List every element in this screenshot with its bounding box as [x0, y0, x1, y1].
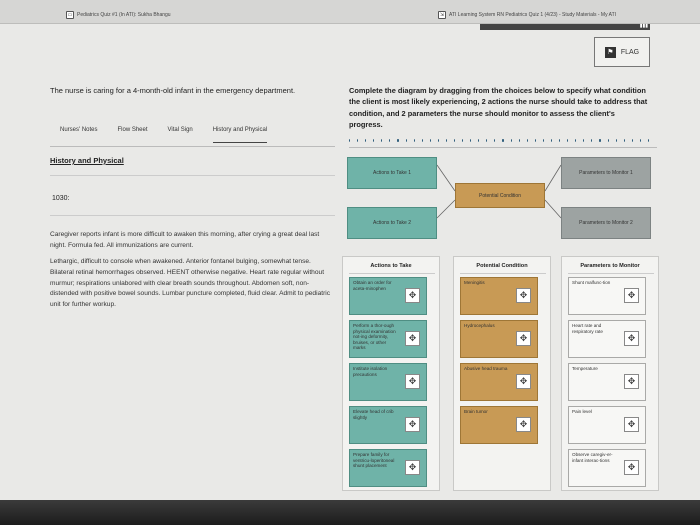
separator-dot	[616, 139, 617, 142]
choice-parameter[interactable]	[568, 449, 646, 487]
move-arrows-icon[interactable]: ✥	[405, 374, 420, 389]
choice-text: Perform a thor-ough physical examination not-ing deformity, bruises, or other marks	[353, 323, 396, 351]
dropzone-parameter-2[interactable]: Parameters to Monitor 2	[561, 207, 651, 239]
dropzone-action-1[interactable]: Actions to Take 1	[347, 157, 437, 189]
separator-dot	[454, 139, 455, 142]
separator-dot	[567, 139, 568, 142]
column-parameters-header: Parameters to Monitor	[580, 263, 640, 269]
separator-dot	[438, 139, 439, 142]
answer-diagram	[337, 155, 700, 235]
tab-history-and-physical[interactable]: History and Physical	[213, 127, 267, 143]
choice-text: Abusive head trauma	[464, 366, 508, 371]
separator-dot	[422, 139, 423, 142]
choice-action[interactable]	[349, 449, 427, 487]
choice-text: Observe caregiv-er-infant interac-tions	[572, 452, 613, 463]
separator-dot	[511, 139, 512, 142]
dropzone-parameter-1[interactable]: Parameters to Monitor 1	[561, 157, 651, 189]
separator-dot	[462, 139, 463, 142]
title-divider	[50, 175, 335, 176]
separator-dot	[632, 139, 633, 142]
column-parameters-divider	[568, 273, 654, 274]
separator-dot	[486, 139, 487, 142]
separator-dot	[551, 139, 552, 142]
choice-parameter[interactable]	[568, 277, 646, 315]
record-tabs	[60, 127, 287, 143]
separator-dot	[470, 139, 471, 142]
choice-text: Pain level	[572, 409, 592, 414]
history-paragraph-1: Caregiver reports infant is more difficult to awaken this morning, after crying a great deal last night. Formula fed. All immunizations are current.	[50, 231, 320, 249]
move-arrows-icon[interactable]: ✥	[405, 460, 420, 475]
choice-condition[interactable]	[460, 277, 538, 315]
progress-bar	[480, 24, 650, 30]
window-icon: ▭	[67, 12, 73, 18]
question-pane	[337, 70, 700, 500]
note-time: 1030:	[52, 195, 70, 202]
choice-text: Hydrocephalus	[464, 323, 495, 328]
column-conditions-header: Potential Condition	[476, 263, 528, 269]
choice-text: Temperature	[572, 366, 598, 371]
tab-nurses-notes[interactable]: Nurses' Notes	[60, 127, 98, 133]
choice-action[interactable]	[349, 406, 427, 444]
browser-tab-ati-label: ATI Learning System RN Pediatrics Quiz 1 (4/23) - Study Materials - My ATI	[449, 12, 617, 18]
choice-parameter[interactable]	[568, 406, 646, 444]
separator-dot	[608, 139, 609, 142]
choice-action[interactable]	[349, 363, 427, 401]
tabs-divider	[50, 146, 335, 147]
column-actions	[342, 256, 440, 491]
time-divider	[50, 215, 335, 216]
move-arrows-icon[interactable]: ✥	[624, 460, 639, 475]
separator-dot	[357, 139, 358, 142]
separator-dot	[502, 139, 503, 142]
choice-action[interactable]	[349, 277, 427, 315]
separator-dot	[591, 139, 592, 142]
choice-text: Prepare family for ventricu-loperitoneal shunt placement	[353, 452, 395, 469]
dropzone-action-2[interactable]: Actions to Take 2	[347, 207, 437, 239]
darkbar-mark: ▮▮▮	[639, 23, 648, 29]
history-paragraph-2: Lethargic, difficult to console when awakened. Anterior fontanel bulging, somewhat tense. Bilateral retinal hemorrhages observed. HEENT otherwise negative. Heart rate regular without murmur; respirations unlabored with clear breath sounds throughout. Abdomen soft, non-distended with positive bowel sounds. Lumbar puncture completed, fluid clear. Admit to pediatric unit for further workup.	[50, 258, 331, 309]
separator-dot	[373, 139, 374, 142]
flag-button[interactable]	[594, 37, 650, 67]
separator-dot	[527, 139, 528, 142]
flag-label: FLAG	[620, 48, 640, 56]
move-arrows-icon[interactable]: ✥	[405, 417, 420, 432]
separator-dot	[559, 139, 560, 142]
instructions-divider	[349, 147, 657, 148]
choice-action[interactable]	[349, 320, 427, 358]
move-arrows-icon[interactable]: ✥	[624, 288, 639, 303]
column-conditions-divider	[460, 273, 546, 274]
browser-tab-quiz[interactable]	[66, 9, 171, 21]
column-conditions	[453, 256, 551, 491]
choice-text: Obtain an order for aceta-minophen	[353, 280, 392, 291]
section-title: History and Physical	[50, 156, 124, 165]
separator-dot	[349, 139, 350, 142]
monitor-bezel	[0, 500, 700, 525]
case-pane	[0, 70, 335, 500]
tab-icon: ⇲	[439, 12, 445, 18]
separator-dot	[406, 139, 407, 142]
move-arrows-icon[interactable]: ✥	[405, 288, 420, 303]
choice-condition[interactable]	[460, 363, 538, 401]
tab-flow-sheet[interactable]: Flow Sheet	[117, 127, 148, 133]
separator-dot	[624, 139, 625, 142]
question-instructions: Complete the diagram by dragging from the choices below to specify what condition the client is most likely experiencing, 2 actions the nurse should take to address that condition, and 2 parameters the nurse should monitor to assess the client's progress.	[349, 86, 648, 130]
separator-dot	[446, 139, 447, 142]
separator-dot	[599, 139, 600, 142]
move-arrows-icon[interactable]: ✥	[624, 417, 639, 432]
separator-dot	[543, 139, 544, 142]
separator-dot	[389, 139, 390, 142]
move-arrows-icon[interactable]: ✥	[624, 331, 639, 346]
column-actions-divider	[349, 273, 435, 274]
separator-dot	[575, 139, 576, 142]
separator-dot	[414, 139, 415, 142]
browser-tab-ati[interactable]	[438, 9, 616, 21]
browser-tab-bar	[0, 0, 700, 24]
tab-vital-sign[interactable]: Vital Sign	[167, 127, 193, 133]
dropzone-condition[interactable]: Potential Condition	[455, 183, 545, 208]
choice-parameter[interactable]	[568, 363, 646, 401]
move-arrows-icon[interactable]: ✥	[624, 374, 639, 389]
scenario-text: The nurse is caring for a 4-month-old infant in the emergency department.	[50, 86, 296, 95]
separator-dot	[519, 139, 520, 142]
choice-text: Elevate head of crib slightly	[353, 409, 394, 420]
choice-condition[interactable]	[460, 406, 538, 444]
choice-text: Institute isolation precautions	[353, 366, 388, 377]
move-arrows-icon[interactable]: ✥	[516, 417, 531, 432]
separator-dot	[478, 139, 479, 142]
choice-parameter[interactable]	[568, 320, 646, 358]
separator-dot	[640, 139, 641, 142]
choice-condition[interactable]	[460, 320, 538, 358]
separator-dot	[397, 139, 398, 142]
separator-dot	[648, 139, 649, 142]
separator-dot	[535, 139, 536, 142]
choice-text: Brain tumor	[464, 409, 488, 414]
move-arrows-icon[interactable]: ✥	[405, 331, 420, 346]
choice-text: Heart rate and respiratory rate	[572, 323, 603, 334]
column-parameters	[561, 256, 659, 491]
flag-icon: ⚑	[605, 47, 616, 58]
separator-dot	[494, 139, 495, 142]
move-arrows-icon[interactable]: ✥	[516, 374, 531, 389]
move-arrows-icon[interactable]: ✥	[516, 331, 531, 346]
move-arrows-icon[interactable]: ✥	[516, 288, 531, 303]
browser-tab-quiz-label: Pediatrics Quiz #1 (In ATI): Sukha Bhangu	[77, 12, 171, 18]
separator-dot	[365, 139, 366, 142]
separator-dot	[381, 139, 382, 142]
separator-dot	[583, 139, 584, 142]
separator-dot	[430, 139, 431, 142]
dotted-separator	[349, 139, 649, 143]
choice-text: Shunt malfunc-tion	[572, 280, 611, 285]
column-actions-header: Actions to Take	[370, 263, 412, 269]
choice-text: Meningitis	[464, 280, 485, 285]
